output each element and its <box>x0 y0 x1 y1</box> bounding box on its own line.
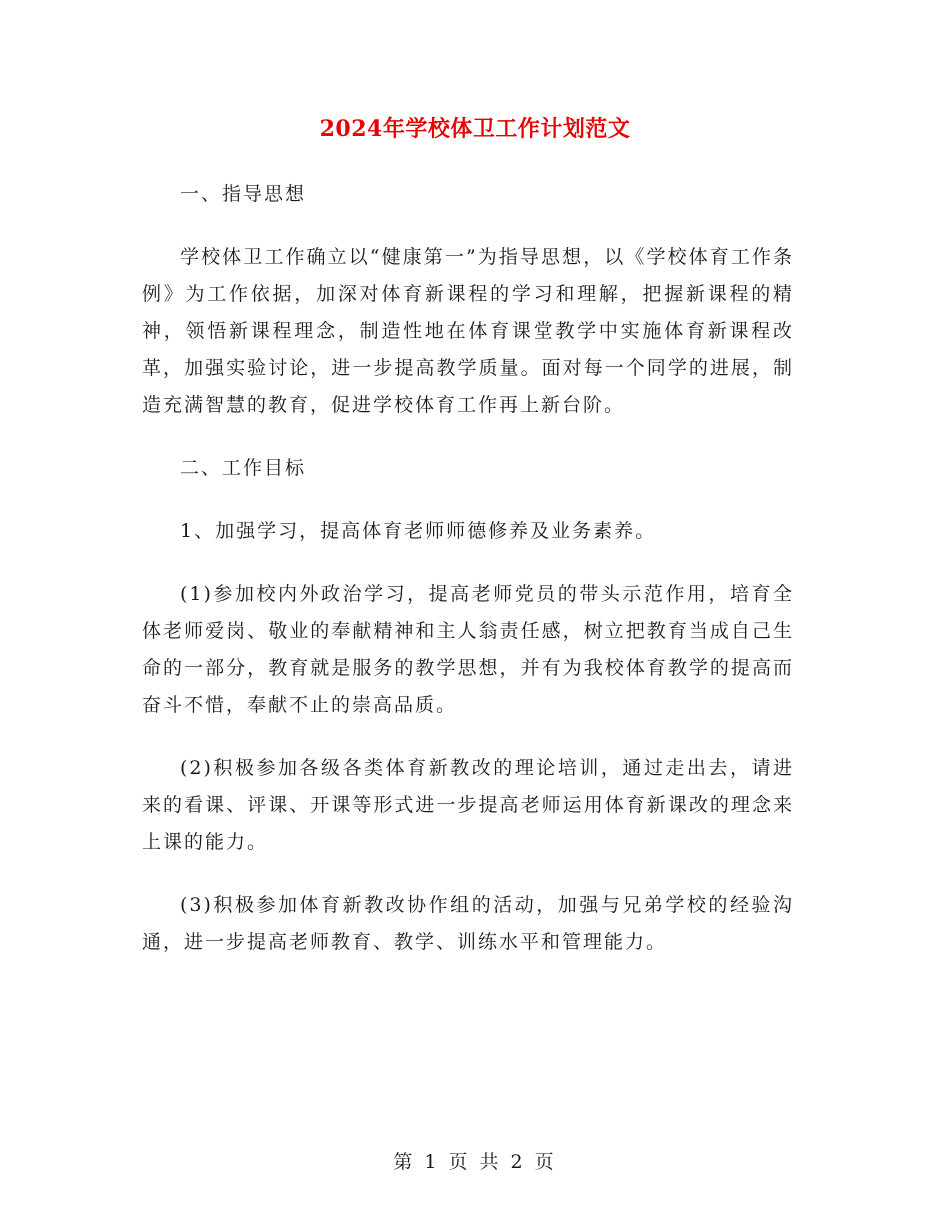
body-paragraph: 学校体卫工作确立以“健康第一”为指导思想，以《学校体育工作条例》为工作依据，加深对体育新课程的学习和理解，把握新课程的精神，领悟新课程理念，制造性地在体育课堂教学中实施体育新课程改革，加强实验讨论，进一步提高教学质量。面对每一个同学的进展，制造充满智慧的教育，促进学校体育工作再上新台阶。 <box>142 246 794 416</box>
section-heading-guiding-ideology: 一、指导思想 <box>180 183 307 205</box>
section-heading-work-goals: 二、工作目标 <box>180 457 307 479</box>
body-paragraph: (3)积极参加体育新教改协作组的活动，加强与兄弟学校的经验沟通，进一步提高老师教育、教学、训练水平和管理能力。 <box>142 894 794 953</box>
document-title: 2024年学校体卫工作计划范文 <box>319 116 631 142</box>
document-body <box>142 176 794 987</box>
subsection-heading: 1、加强学习，提高体育老师师德修养及业务素养。 <box>180 520 657 542</box>
body-paragraph: (2)积极参加各级各类体育新教改的理论培训，通过走出去，请进来的看课、评课、开课等形式进一步提高老师运用体育新课改的理念来上课的能力。 <box>142 757 794 853</box>
page-number-footer: 第 1 页 共 2 页 <box>393 1151 557 1173</box>
body-paragraph: (1)参加校内外政治学习，提高老师党员的带头示范作用，培育全体老师爱岗、敬业的奉献精神和主人翁责任感，树立把教育当成自己生命的一部分，教育就是服务的教学思想，并有为我校体育教学的提高而奋斗不惜，奉献不止的崇高品质。 <box>142 583 794 716</box>
